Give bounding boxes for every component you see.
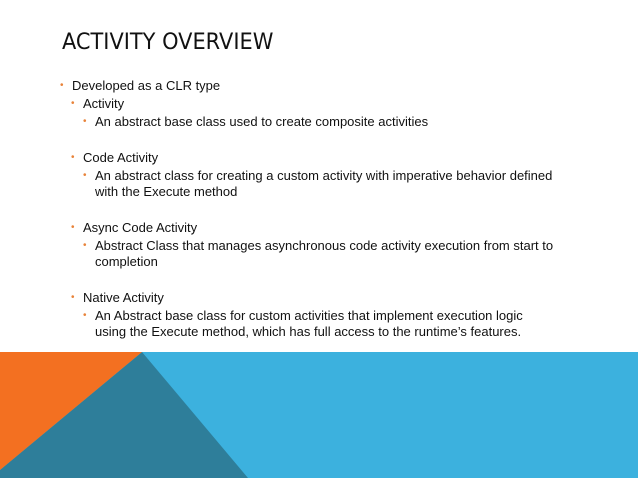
bullet-text: An abstract base class used to create composite activities	[95, 114, 429, 129]
bullet-text: An abstract class for creating a custom activity with imperative behavior defined with the Execute method	[95, 168, 553, 199]
bullet-text: An Abstract base class for custom activities that implement execution logic using the Execute method, which has full access to the runtime’s features.	[95, 308, 523, 339]
bullet-icon: •	[71, 222, 75, 233]
bullet-icon: •	[83, 116, 87, 127]
bullet-icon: •	[83, 240, 87, 251]
bullet-text: Native Activity	[83, 290, 164, 305]
bullet-text: Abstract Class that manages asynchronous code activity execution from start to completion	[95, 238, 554, 269]
bullet-text: Async Code Activity	[83, 220, 198, 235]
bullet-icon: •	[71, 292, 75, 303]
slide-title: ACTIVITY OVERVIEW	[62, 30, 274, 55]
bullet-text: Code Activity	[83, 150, 159, 165]
bullet-text: Developed as a CLR type	[72, 78, 221, 93]
bullet-icon: •	[83, 310, 87, 321]
bullet-icon: •	[71, 152, 75, 163]
bullet-text: Activity	[83, 96, 125, 111]
bullet-icon: •	[60, 80, 64, 91]
bullet-icon: •	[83, 170, 87, 181]
bullet-icon: •	[71, 98, 75, 109]
